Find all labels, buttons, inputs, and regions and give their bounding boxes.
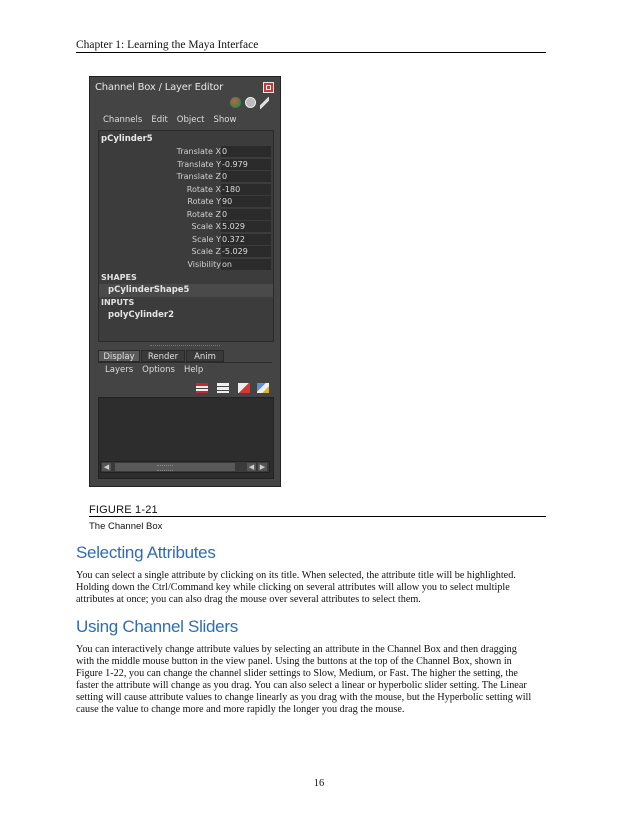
new-layer-selected-icon[interactable]	[196, 383, 208, 393]
attribute-label[interactable]: Rotate Z	[186, 210, 221, 219]
attribute-label[interactable]: Visibility	[187, 260, 221, 269]
scroll-left-button[interactable]: ◀	[103, 463, 110, 471]
scroll-left-button-2[interactable]: ◀	[248, 463, 255, 471]
attribute-label[interactable]: Translate Z	[176, 172, 221, 181]
move-layer-down-icon[interactable]	[257, 383, 269, 393]
grip-icon	[157, 465, 173, 471]
inputs-heading: INPUTS	[101, 298, 135, 307]
paragraph-line: Figure 1-22, you can change the channel slider settings to Slow, Medium, or Fast. The higher the setting, the	[76, 668, 518, 679]
axis-icon[interactable]	[230, 97, 241, 108]
attribute-value[interactable]: 0	[221, 209, 271, 220]
menu-edit[interactable]: Edit	[151, 115, 168, 125]
paragraph-line: faster the attribute will change as you drag. You can also select a linear or hyperbolic slider setting. The Linear	[76, 680, 527, 691]
attribute-value[interactable]: -180	[221, 184, 271, 195]
attribute-label[interactable]: Rotate Y	[187, 197, 221, 206]
header-rule	[76, 52, 546, 53]
new-layer-icon[interactable]	[217, 383, 229, 393]
attribute-row[interactable]	[99, 259, 273, 271]
attribute-label[interactable]: Translate Y	[177, 160, 221, 169]
figure-caption: The Channel Box	[89, 521, 163, 532]
page-number: 16	[313, 778, 325, 789]
attribute-row[interactable]	[99, 159, 273, 171]
object-name[interactable]: pCylinder5	[101, 134, 153, 144]
figure-rule	[89, 516, 546, 517]
channel-menu-bar	[103, 115, 245, 125]
attribute-label[interactable]: Rotate X	[186, 185, 221, 194]
section-paragraph	[76, 570, 546, 606]
attribute-label[interactable]: Translate X	[176, 147, 221, 156]
attribute-row[interactable]	[99, 184, 273, 196]
attribute-row[interactable]	[99, 171, 273, 183]
attribute-row[interactable]	[99, 209, 273, 221]
menu-object[interactable]: Object	[176, 115, 205, 125]
move-layer-up-icon[interactable]	[238, 383, 250, 393]
menu-help[interactable]: Help	[183, 365, 204, 375]
menu-show[interactable]: Show	[213, 115, 237, 125]
paragraph-line: You can interactively change attribute values by selecting an attribute in the Channel Box and then dragging	[76, 644, 517, 655]
attribute-label[interactable]: Scale Z	[191, 247, 221, 256]
section-paragraph	[76, 644, 546, 716]
attribute-row[interactable]	[99, 246, 273, 258]
attribute-value[interactable]: on	[221, 259, 271, 270]
layer-menu-bar	[105, 365, 212, 375]
slider-speed-icon[interactable]	[245, 97, 256, 108]
tab-render[interactable]: Render	[141, 350, 185, 362]
menu-channels[interactable]: Channels	[103, 115, 143, 125]
paragraph-line: with the middle mouse button in the view panel. Using the buttons at the top of the Channel Box, shown in	[76, 656, 512, 667]
tab-divider	[98, 362, 272, 363]
paragraph-line: cause the value to change more and more rapidly the longer you drag the mouse.	[76, 704, 405, 715]
panel-splitter[interactable]	[150, 345, 220, 348]
shape-node-row[interactable]	[99, 284, 273, 297]
attribute-row[interactable]	[99, 146, 273, 158]
attribute-value[interactable]: -5.029	[221, 246, 271, 257]
attribute-row[interactable]	[99, 221, 273, 233]
horizontal-scrollbar[interactable]	[100, 461, 270, 473]
section-heading: Using Channel Sliders	[76, 617, 238, 636]
scroll-thumb[interactable]	[115, 463, 235, 471]
attribute-label[interactable]: Scale X	[191, 222, 221, 231]
channel-box-panel	[89, 76, 281, 487]
attribute-value[interactable]: 0	[221, 146, 271, 157]
close-icon[interactable]	[263, 82, 274, 93]
pin-icon[interactable]	[260, 97, 269, 109]
running-header: Chapter 1: Learning the Maya Interface	[76, 39, 259, 51]
shape-node-name[interactable]: pCylinderShape5	[108, 285, 190, 295]
menu-layers[interactable]: Layers	[105, 365, 134, 375]
tab-anim[interactable]: Anim	[186, 350, 224, 362]
paragraph-line: attributes at once; you can also drag the mouse over several attributes to select them.	[76, 594, 421, 605]
figure-label: FIGURE 1-21	[89, 504, 158, 516]
shapes-heading: SHAPES	[101, 273, 137, 282]
attribute-value[interactable]: 0.372	[221, 234, 271, 245]
section-heading: Selecting Attributes	[76, 543, 216, 562]
paragraph-line: You can select a single attribute by clicking on its title. When selected, the attribute title will be highlighted.	[76, 570, 516, 581]
paragraph-line: setting will cause attribute values to change linearly as you drag with the mouse, but the Hyperbolic setting will	[76, 692, 532, 703]
input-node-row[interactable]	[99, 309, 273, 322]
menu-options[interactable]: Options	[142, 365, 175, 375]
input-node-name[interactable]: polyCylinder2	[108, 310, 174, 320]
attribute-row[interactable]	[99, 234, 273, 246]
attribute-value[interactable]: 0	[221, 171, 271, 182]
attribute-value[interactable]: 5.029	[221, 221, 271, 232]
panel-title: Channel Box / Layer Editor	[95, 82, 224, 93]
scroll-right-button[interactable]: ▶	[259, 463, 266, 471]
attribute-label[interactable]: Scale Y	[192, 235, 221, 244]
attribute-value[interactable]: 90	[221, 196, 271, 207]
paragraph-line: Holding down the Ctrl/Command key while clicking on several attributes will allow you to select multiple	[76, 582, 510, 593]
channel-box	[98, 130, 274, 342]
tab-display[interactable]: Display	[98, 350, 140, 362]
attribute-row[interactable]	[99, 196, 273, 208]
attribute-value[interactable]: -0.979	[221, 159, 271, 170]
